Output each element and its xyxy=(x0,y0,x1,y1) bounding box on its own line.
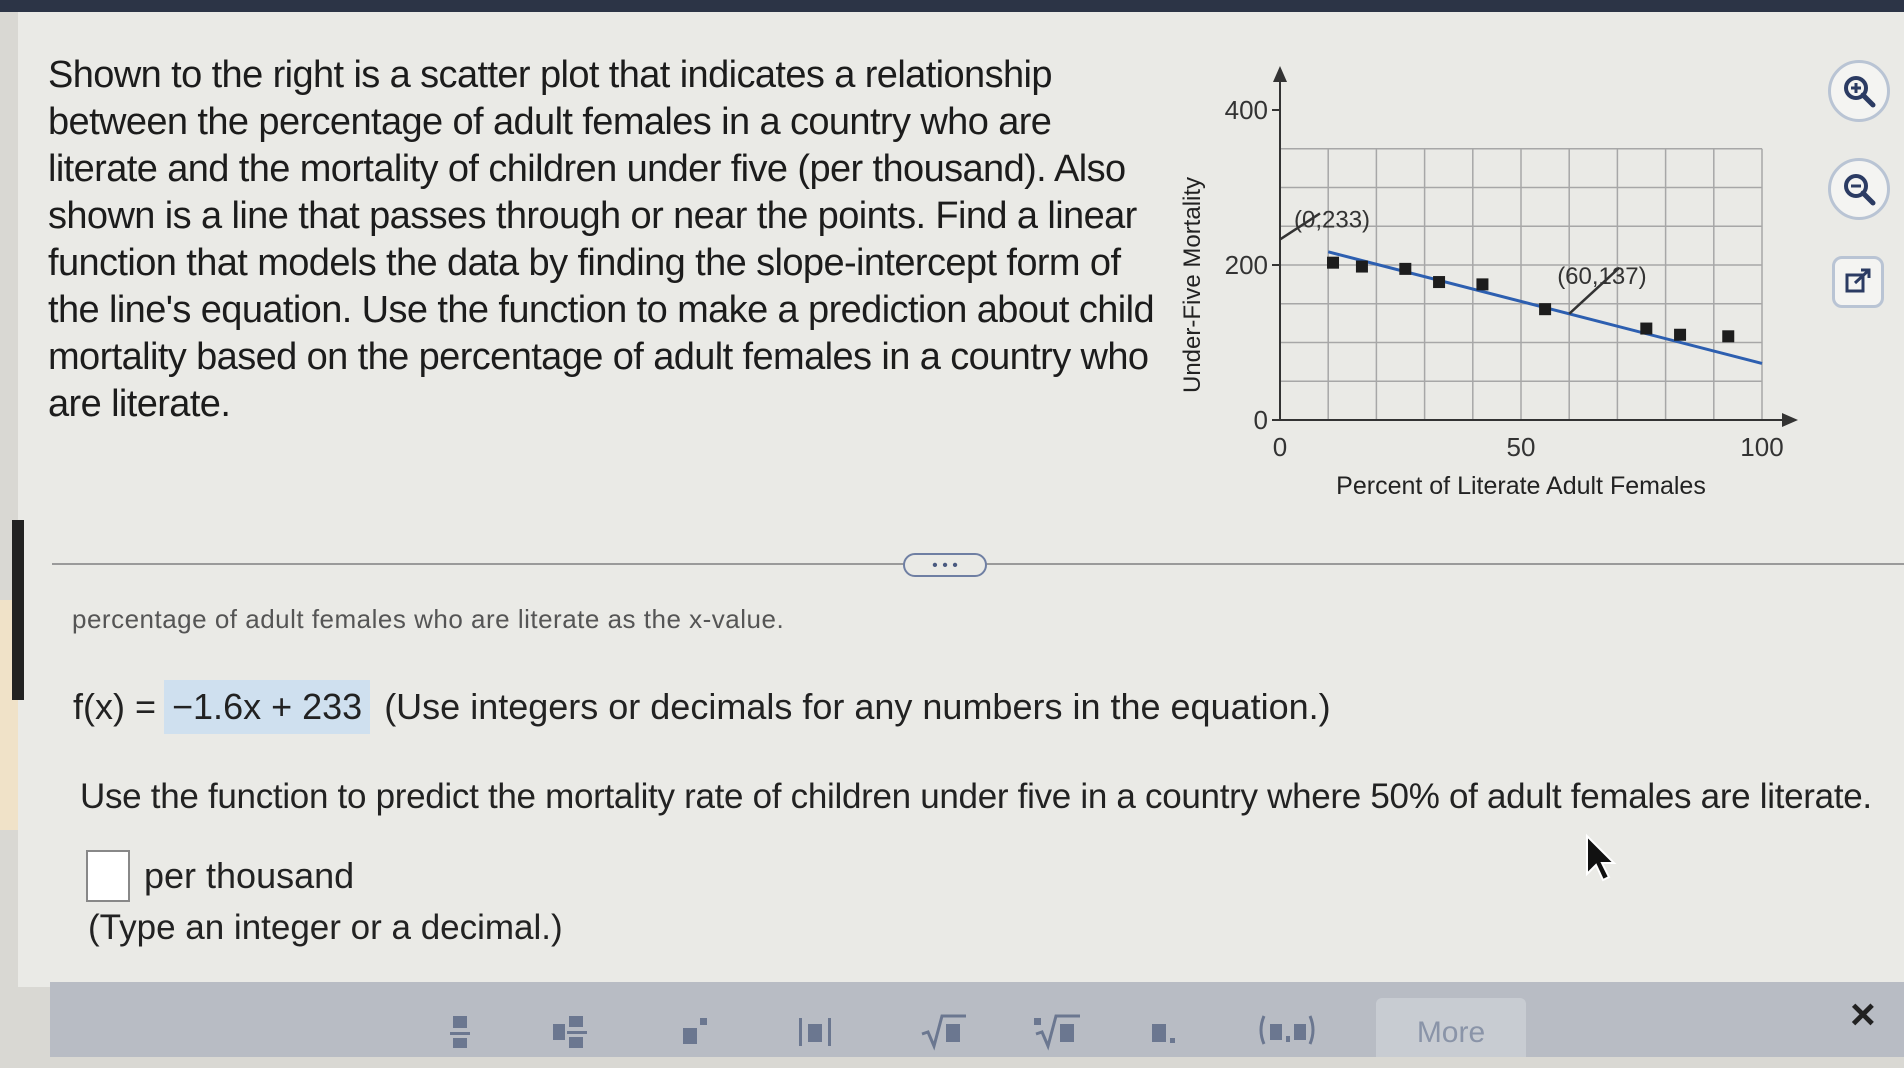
mixed-number-icon xyxy=(551,1010,591,1050)
y-tick-label: 0 xyxy=(1253,405,1268,435)
chart-points xyxy=(1327,257,1734,343)
zoom-in-icon xyxy=(1840,72,1878,110)
zoom-in-button[interactable] xyxy=(1828,60,1890,122)
popout-button[interactable] xyxy=(1832,256,1884,308)
fraction-tool-button[interactable] xyxy=(440,1010,480,1057)
decimal-icon xyxy=(1148,1010,1184,1050)
answer-row xyxy=(86,850,354,902)
zoom-out-button[interactable] xyxy=(1828,158,1890,220)
x-tick-label: 0 xyxy=(1272,432,1288,462)
exponent-icon xyxy=(681,1010,711,1050)
data-point xyxy=(1356,261,1368,273)
absolute-value-icon xyxy=(793,1010,837,1050)
square-root-tool-button[interactable] xyxy=(918,1010,968,1057)
data-point xyxy=(1674,329,1686,341)
square-root-icon xyxy=(918,1010,968,1050)
ordered-pair-icon xyxy=(1256,1010,1316,1050)
close-icon[interactable]: × xyxy=(1850,990,1876,1039)
answer-unit: per thousand xyxy=(144,855,355,896)
data-point xyxy=(1722,330,1734,342)
nth-root-icon xyxy=(1032,1010,1082,1050)
x-tick-label: 50 xyxy=(1506,432,1536,462)
more-tools-button[interactable]: More xyxy=(1376,998,1526,1057)
data-point xyxy=(1433,276,1445,288)
top-bar xyxy=(0,0,1904,12)
y-axis-label: Under-Five Mortality xyxy=(1179,176,1206,394)
x-tick-label: 100 xyxy=(1740,432,1784,462)
answer-hint: (Type an integer or a decimal.) xyxy=(88,908,563,947)
mixed-number-tool-button[interactable] xyxy=(548,1010,594,1057)
equation-row xyxy=(73,680,1331,734)
x-axis-label: Percent of Literate Adult Females xyxy=(1336,472,1706,500)
exponent-tool-button[interactable] xyxy=(676,1010,716,1057)
equation-answer-field[interactable]: −1.6x + 233 xyxy=(164,680,370,734)
prediction-prompt: Use the function to predict the mortality rate of children under five in a country where 50% of adult females are literate. xyxy=(80,777,1872,816)
scatter-plot xyxy=(1170,55,1790,515)
question-text: Shown to the right is a scatter plot that indicates a relationship between the percentage of adult females in a country who are literate and the mortality of children under five (per thousand). Also shown is a line that passes through or near the points. Find a linear function that models the data by finding the slope-intercept form of the line's equation. Use the function to make a prediction about child mortality based on the percentage of adult females in a country who are literate. xyxy=(48,54,1154,425)
data-point xyxy=(1539,303,1551,315)
equation-lhs: f(x) = xyxy=(73,686,157,727)
mouse-cursor-icon xyxy=(1584,834,1618,884)
zoom-out-icon xyxy=(1840,170,1878,208)
annotation-label: (60,137) xyxy=(1557,262,1647,290)
truncated-text: percentage of adult females who are literate as the x-value. xyxy=(72,604,785,634)
y-axis-arrow xyxy=(1273,66,1287,82)
data-point xyxy=(1327,257,1339,269)
decimal-tool-button[interactable] xyxy=(1146,1010,1186,1057)
y-tick-label: 400 xyxy=(1224,95,1268,125)
data-point xyxy=(1640,323,1652,335)
left-edge-bar xyxy=(12,520,24,700)
chart-grid xyxy=(1280,149,1762,420)
external-link-icon xyxy=(1843,267,1873,297)
y-tick-label: 200 xyxy=(1224,250,1268,280)
equation-note: (Use integers or decimals for any numbers in the equation.) xyxy=(384,686,1331,727)
data-point xyxy=(1476,278,1488,290)
expand-handle[interactable]: • • • xyxy=(903,553,987,577)
math-toolbar xyxy=(50,982,1904,1057)
annotation-label: (0,233) xyxy=(1294,206,1371,234)
absolute-value-tool-button[interactable] xyxy=(790,1010,840,1057)
prediction-answer-input[interactable] xyxy=(86,850,130,902)
chart-labels xyxy=(1179,95,1784,500)
nth-root-tool-button[interactable] xyxy=(1032,1010,1082,1057)
data-point xyxy=(1399,263,1411,275)
ordered-pair-tool-button[interactable] xyxy=(1256,1010,1316,1057)
fraction-icon xyxy=(448,1010,472,1050)
chart-axes xyxy=(1272,66,1798,427)
